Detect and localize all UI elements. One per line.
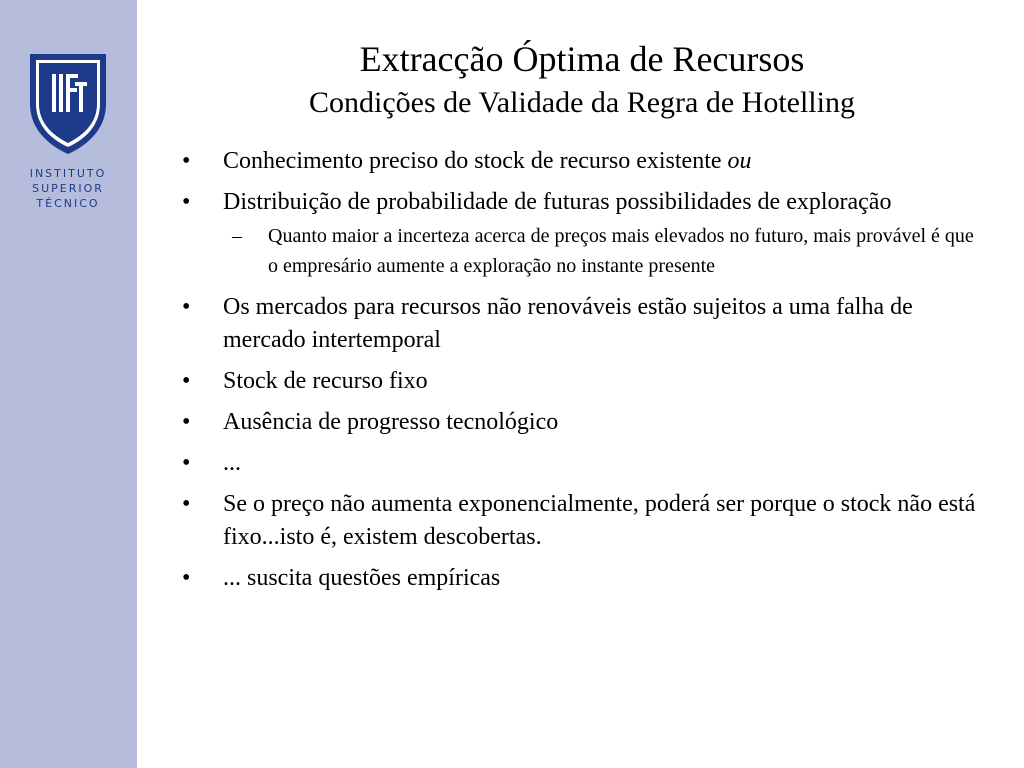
bullet-icon: • [182, 148, 191, 174]
bullet-icon: • [182, 368, 191, 394]
list-item-text: ... suscita questões empíricas [223, 565, 501, 591]
sub-list-item [182, 221, 982, 281]
logo-line-tecnico: TÉCNICO [36, 197, 100, 210]
list-item [182, 365, 982, 398]
slide-subtitle: Condições de Validade da Regra de Hotelling [309, 86, 855, 119]
list-item-text: Ausência de progresso tecnológico [223, 409, 559, 435]
bullet-icon: • [182, 294, 191, 320]
list-item-text: Se o preço não aumenta exponencialmente, poderá ser porque o stock não está fixo...isto é, existem descobertas. [223, 491, 976, 550]
sub-list-item-text: Quanto maior a incerteza acerca de preços mais elevados no futuro, mais provável é que o empresário aumente a exploração no instante presente [268, 225, 974, 277]
logo-line-instituto: INSTITUTO [29, 167, 107, 180]
list-item-emphasis: ou [727, 148, 752, 174]
logo-line-superior: SUPERIOR [32, 182, 104, 195]
list-item [182, 406, 982, 439]
list-item-text: Distribuição de probabilidade de futuras possibilidades de exploração [223, 189, 892, 215]
list-item [182, 291, 982, 357]
list-item-text: Os mercados para recursos não renováveis estão sujeitos a uma falha de mercado intertemporal [223, 294, 913, 353]
bullet-list [182, 145, 982, 603]
sidebar [0, 0, 137, 768]
list-item [182, 447, 982, 480]
slide-title: Extracção Óptima de Recursos [359, 39, 805, 79]
list-item [182, 145, 982, 178]
list-item-text: Stock de recurso fixo [223, 368, 428, 394]
list-item-text: ... [223, 450, 241, 476]
list-item [182, 186, 982, 219]
bullet-icon: • [182, 491, 191, 517]
ist-shield-logo-icon [28, 52, 108, 156]
dash-icon: – [232, 225, 242, 247]
list-item [182, 562, 982, 595]
bullet-icon: • [182, 409, 191, 435]
bullet-icon: • [182, 450, 191, 476]
bullet-icon: • [182, 189, 191, 215]
logo-text [14, 166, 122, 211]
bullet-icon: • [182, 565, 191, 591]
list-item [182, 488, 982, 554]
list-item-text: Conhecimento preciso do stock de recurso existente [223, 148, 728, 174]
